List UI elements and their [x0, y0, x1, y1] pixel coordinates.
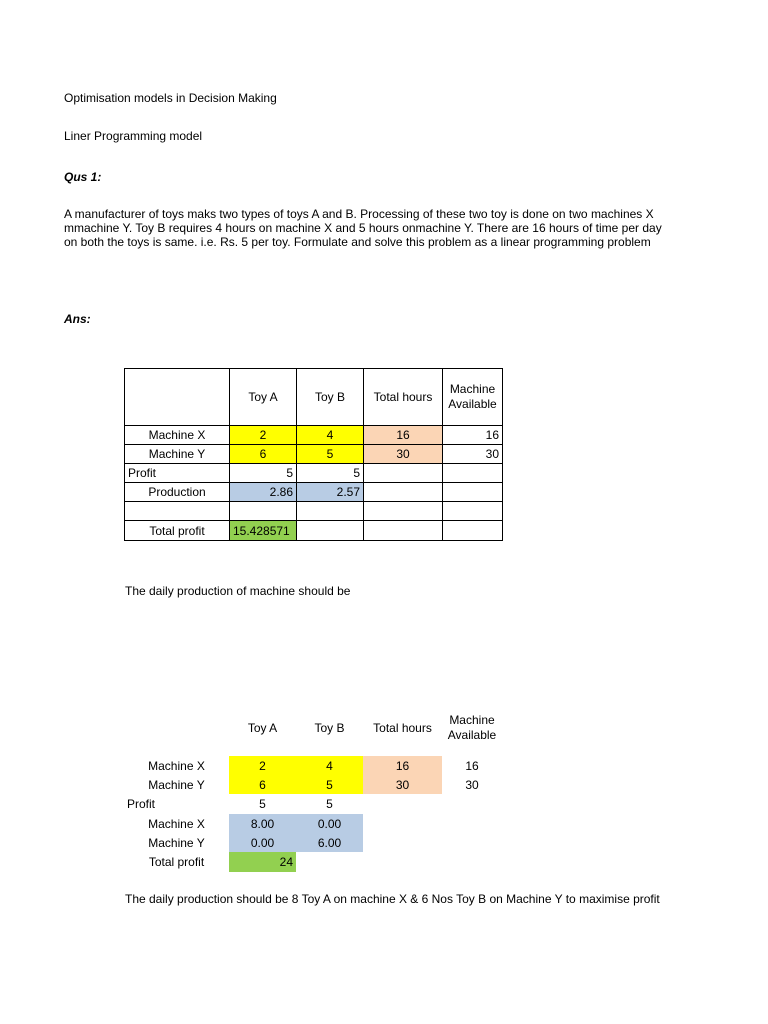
answer-label: Ans:	[64, 312, 91, 326]
cell-y-available: 30	[443, 445, 503, 464]
cell-x-toy-b: 4	[296, 756, 363, 775]
table-row	[124, 775, 502, 794]
header-blank-cell	[125, 369, 230, 426]
table-row	[124, 814, 502, 833]
lp-table-1	[124, 368, 503, 541]
cell-prod-x-toy-b: 0.00	[296, 814, 363, 833]
table-row	[124, 833, 502, 852]
table-row	[125, 521, 503, 541]
cell-x-toy-a: 2	[229, 756, 296, 775]
empty-cell	[297, 502, 364, 521]
empty-cell	[443, 502, 503, 521]
row-label-machine-y: Machine Y	[148, 777, 205, 792]
table-row	[125, 445, 503, 464]
conclusion-text: The daily production should be 8 Toy A on machine X & 6 Nos Toy B on Machine Y to maximise profit	[125, 892, 660, 906]
empty-cell	[364, 521, 443, 541]
cell-total-profit: 15.428571	[230, 521, 297, 541]
cell-profit-toy-b: 5	[297, 464, 364, 483]
cell-prod-x-toy-a: 8.00	[229, 814, 296, 833]
row-label-machine-x: Machine X	[148, 758, 205, 773]
table-header-row	[124, 709, 502, 747]
cell-x-available: 16	[443, 426, 503, 445]
cell-y-toy-a: 6	[229, 775, 296, 794]
row-label-profit: Profit	[127, 797, 156, 811]
question-line-2: mmachine Y. Toy B requires 4 hours on machine X and 5 hours onmachine Y. There are 16 hours of time per day	[64, 221, 662, 235]
document-subtitle: Liner Programming model	[64, 129, 203, 143]
cell-y-toy-a: 6	[230, 445, 297, 464]
empty-cell	[125, 502, 230, 521]
lp-table-2	[124, 709, 502, 872]
cell-profit-toy-a: 5	[259, 797, 266, 811]
row-label-prod-machine-x: Machine X	[148, 816, 205, 831]
row-label-production: Production	[125, 483, 230, 502]
table-header-row	[125, 369, 503, 426]
header-machine-available: Machine Available	[447, 713, 497, 742]
empty-cell	[443, 521, 503, 541]
cell-y-total: 30	[363, 775, 442, 794]
header-toy-b: Toy B	[314, 721, 345, 735]
cell-prod-y-toy-b: 6.00	[296, 833, 363, 852]
table-row	[124, 756, 502, 775]
cell-x-toy-a: 2	[230, 426, 297, 445]
cell-profit-toy-b: 5	[326, 797, 333, 811]
cell-prod-y-toy-a: 0.00	[229, 833, 296, 852]
row-label-machine-x: Machine X	[125, 426, 230, 445]
note-daily-production: The daily production of machine should be	[125, 584, 351, 598]
cell-y-toy-b: 5	[297, 445, 364, 464]
empty-cell	[297, 521, 364, 541]
row-label-total-profit: Total profit	[148, 855, 205, 869]
cell-production-toy-a: 2.86	[230, 483, 297, 502]
question-line-3: on both the toys is same. i.e. Rs. 5 per toy. Formulate and solve this problem as a linear programming problem	[64, 235, 651, 249]
table-row	[124, 794, 502, 814]
cell-y-toy-b: 5	[296, 775, 363, 794]
cell-total-profit: 24	[229, 852, 296, 872]
cell-profit-toy-a: 5	[230, 464, 297, 483]
header-toy-a: Toy A	[247, 721, 278, 735]
document-title: Optimisation models in Decision Making	[64, 91, 277, 105]
cell-y-total: 30	[364, 445, 443, 464]
cell-y-available: 30	[465, 777, 479, 792]
table-row	[125, 426, 503, 445]
table-row	[125, 483, 503, 502]
header-total-hours: Total hours	[364, 369, 443, 426]
header-toy-b: Toy B	[297, 369, 364, 426]
row-label-machine-y: Machine Y	[125, 445, 230, 464]
table-row	[125, 464, 503, 483]
cell-x-available: 16	[465, 758, 479, 773]
cell-x-toy-b: 4	[297, 426, 364, 445]
row-label-total-profit: Total profit	[125, 521, 230, 541]
question-label: Qus 1:	[64, 170, 102, 184]
table-row	[125, 502, 503, 521]
table-row	[124, 852, 502, 872]
row-label-prod-machine-y: Machine Y	[148, 835, 205, 850]
header-machine-available: Machine Available	[443, 369, 503, 426]
empty-cell	[230, 502, 297, 521]
empty-cell	[443, 464, 503, 483]
empty-cell	[443, 483, 503, 502]
empty-cell	[364, 483, 443, 502]
question-line-1: A manufacturer of toys maks two types of toys A and B. Processing of these two toy is done on two machines X	[64, 207, 654, 221]
row-label-profit: Profit	[125, 464, 230, 483]
cell-production-toy-b: 2.57	[297, 483, 364, 502]
cell-x-total: 16	[364, 426, 443, 445]
header-toy-a: Toy A	[230, 369, 297, 426]
empty-cell	[364, 464, 443, 483]
header-total-hours: Total hours	[373, 721, 432, 735]
empty-cell	[364, 502, 443, 521]
cell-x-total: 16	[363, 756, 442, 775]
